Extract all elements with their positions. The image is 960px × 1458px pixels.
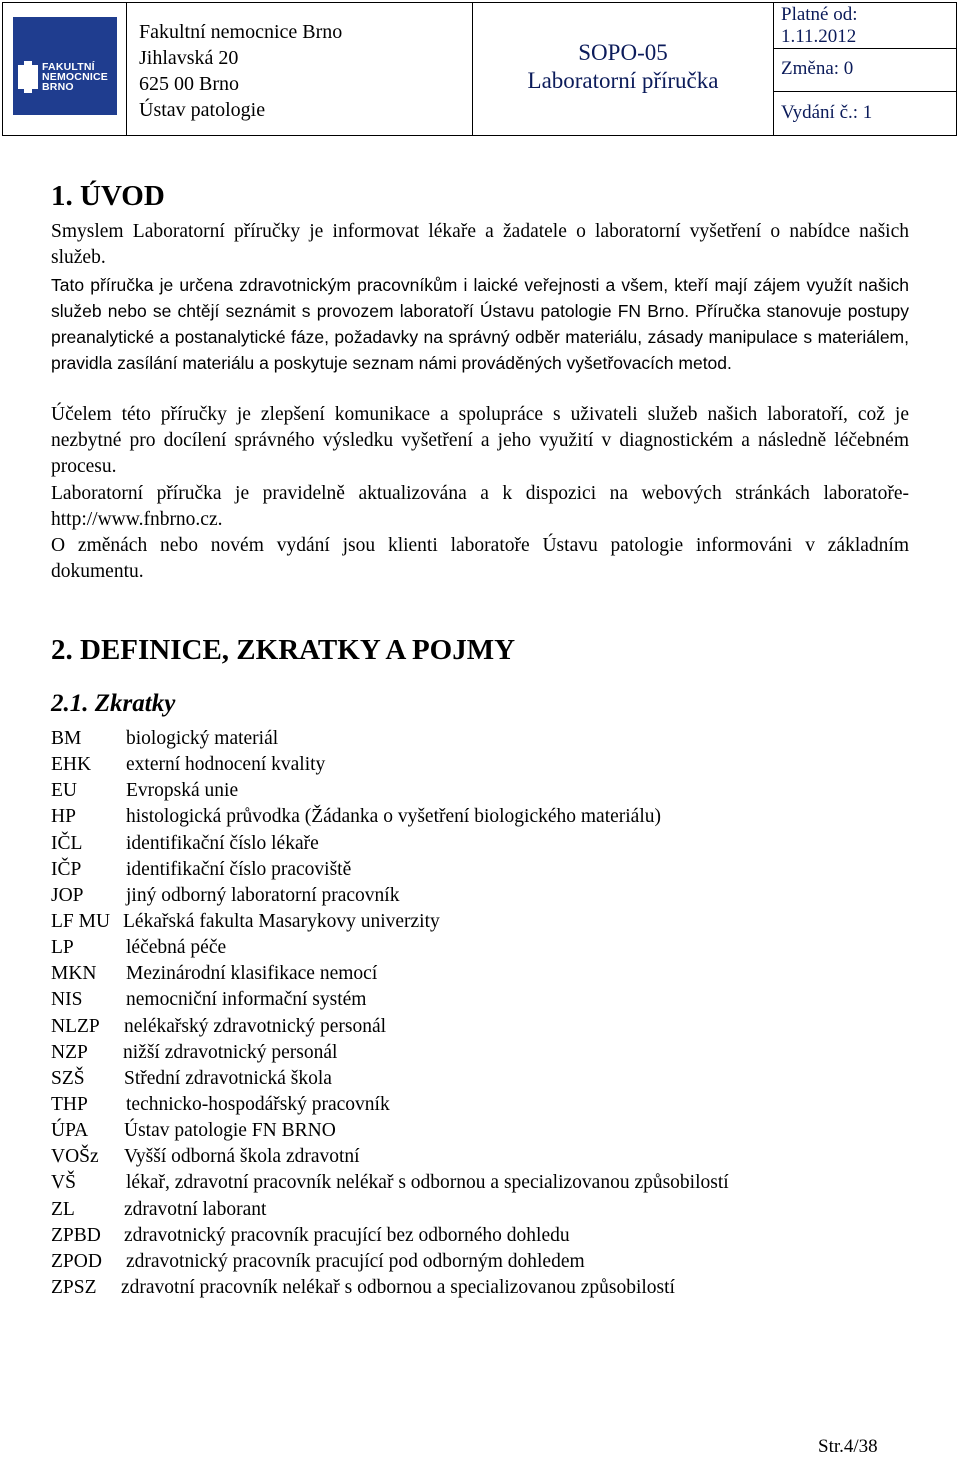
abbreviation-definition: léčebná péče xyxy=(126,937,227,959)
abbreviation-term: NLZP xyxy=(51,1015,100,1037)
abbreviation-row xyxy=(51,935,227,961)
document-code: SOPO-05 xyxy=(578,40,668,65)
abbreviation-term: ÚPA xyxy=(51,1120,89,1142)
abbreviation-row xyxy=(51,726,279,752)
valid-from-label: Platné od: xyxy=(781,4,858,25)
abbreviation-definition: nelékařský zdravotnický personál xyxy=(124,1015,387,1037)
abbreviation-term: NZP xyxy=(51,1041,88,1063)
section-heading-definitions: 2. DEFINICE, ZKRATKY A POJMY xyxy=(51,634,516,666)
change-number: Změna: 0 xyxy=(774,49,956,92)
intro-paragraph: O změnách nebo novém vydání jsou klienti laboratoře Ústavu patologie informováni v základním dokumentu. xyxy=(51,535,909,582)
abbreviation-term: MKN xyxy=(51,963,97,985)
address-cell xyxy=(127,3,473,136)
abbreviation-definition: histologická průvodka (Žádanka o vyšetření biologického materiálu) xyxy=(126,806,662,828)
institution-address xyxy=(127,3,472,123)
abbreviation-term: HP xyxy=(51,806,76,828)
edition-number: Vydání č.: 1 xyxy=(781,102,873,123)
abbreviation-definition: externí hodnocení kvality xyxy=(126,754,326,776)
logo-cell xyxy=(3,3,127,136)
abbreviation-term: BM xyxy=(51,728,82,749)
abbreviation-definition: biologický materiál xyxy=(126,728,279,749)
abbreviation-term: ZL xyxy=(51,1198,75,1220)
document-title: Laboratorní příručka xyxy=(527,68,719,93)
page-number: Str.4/38 xyxy=(818,1436,878,1457)
section-heading-introduction: 1. ÚVOD xyxy=(51,180,165,212)
abbreviation-definition: identifikační číslo pracoviště xyxy=(126,858,352,880)
abbreviation-row xyxy=(51,1197,267,1223)
abbreviation-term: ZPOD xyxy=(51,1250,102,1272)
intro-paragraph: Tato příručka je určena zdravotnickým pracovníkům i laické veřejnosti a všem, kteří mají zájem využít našich služeb nebo se chtějí seznámit s provozem laboratoří Ústavu patologie FN Brno. Příručka stanovuje postupy preanalytické a postanalytické fáze, požadavky na správný odběr materiálu, zásady manipulace s materiálem, pravidla zasílání materiálu a poskytuje seznam námi prováděných vyšetřovacích metod. xyxy=(51,275,909,373)
abbreviation-definition: nižší zdravotnický personál xyxy=(123,1041,338,1063)
abbreviation-row xyxy=(51,909,440,935)
abbreviation-row xyxy=(51,804,662,830)
address-line: Ústav patologie xyxy=(139,99,266,121)
abbreviation-term: LF MU xyxy=(51,910,111,932)
address-line: Jihlavská 20 xyxy=(139,47,239,69)
abbreviation-term: JOP xyxy=(51,884,84,906)
abbreviation-row xyxy=(51,1040,338,1066)
abbreviation-definition: identifikační číslo lékaře xyxy=(126,832,319,854)
abbreviation-row xyxy=(51,1144,360,1170)
abbreviation-term: SZŠ xyxy=(51,1067,85,1089)
document-header xyxy=(2,2,957,136)
valid-from xyxy=(774,3,956,49)
intro-paragraph: Smyslem Laboratorní příručky je informovat lékaře a žadatele o laboratorní vyšetření o nabídce našich služeb. xyxy=(51,221,909,268)
logo-line: FAKULTNÍ xyxy=(42,61,95,73)
intro-paragraph: Laboratorní příručka je pravidelně aktualizována a k dispozici na webových stránkách laboratoře- http://www.fnbrno.cz. xyxy=(51,483,909,530)
abbreviation-definition: jiný odborný laboratorní pracovník xyxy=(126,884,400,906)
abbreviation-term: IČP xyxy=(51,858,82,880)
abbreviation-row xyxy=(51,961,378,987)
abbreviation-definition: Vyšší odborná škola zdravotní xyxy=(124,1146,360,1168)
abbreviation-term: VŠ xyxy=(51,1172,76,1194)
abbreviation-row xyxy=(51,1249,585,1275)
abbreviation-row xyxy=(51,1223,570,1249)
abbreviation-row xyxy=(51,778,239,804)
address-line: Fakultní nemocnice Brno xyxy=(139,21,343,43)
abbreviation-definition: zdravotnický pracovník pracující bez odborného dohledu xyxy=(124,1224,570,1246)
abbreviation-term: ZPBD xyxy=(51,1224,101,1246)
abbreviation-term: THP xyxy=(51,1093,88,1115)
abbreviation-definition: lékař, zdravotní pracovník nelékař s odbornou a specializovanou způsobilostí xyxy=(126,1172,729,1194)
abbreviation-row xyxy=(51,1275,675,1301)
logo-line: BRNO xyxy=(42,81,74,93)
abbreviation-row xyxy=(51,752,326,778)
abbreviation-term: NIS xyxy=(51,989,83,1011)
address-line: 625 00 Brno xyxy=(139,73,239,95)
abbreviation-term: VOŠz xyxy=(51,1146,99,1168)
abbreviation-term: LP xyxy=(51,937,74,959)
abbreviation-row xyxy=(51,1092,390,1118)
abbreviation-definition: Střední zdravotnická škola xyxy=(124,1067,332,1089)
abbreviation-definition: Evropská unie xyxy=(126,780,239,802)
abbreviation-row xyxy=(51,883,400,909)
valid-from-date: 1.11.2012 xyxy=(781,26,857,47)
abbreviation-row xyxy=(51,1066,332,1092)
abbreviation-term: IČL xyxy=(51,832,83,854)
abbreviation-definition: Mezinárodní klasifikace nemocí xyxy=(126,963,378,985)
logo-cross-icon xyxy=(18,65,38,89)
hospital-logo xyxy=(13,17,117,115)
abbreviation-definition: zdravotní laborant xyxy=(124,1198,267,1220)
meta-cell xyxy=(774,3,957,136)
intro-paragraph: Účelem této příručky je zlepšení komunikace a spolupráce s uživateli služeb našich laboratoří, což je nezbytné pro docílení správného výsledku vyšetření a jeho využití v diagnostickém a následně léčebném procesu. xyxy=(51,404,909,477)
abbreviation-row xyxy=(51,1118,336,1144)
abbreviation-term: EU xyxy=(51,780,77,802)
abbreviation-row xyxy=(51,1014,387,1040)
abbreviation-term: ZPSZ xyxy=(51,1276,97,1298)
abbreviation-row xyxy=(51,857,352,883)
abbreviation-definition: Lékařská fakulta Masarykovy univerzity xyxy=(123,910,440,932)
abbreviation-list xyxy=(51,726,729,1301)
abbreviation-term: EHK xyxy=(51,754,92,776)
abbreviation-definition: zdravotní pracovník nelékař s odbornou a specializovanou způsobilostí xyxy=(121,1276,675,1298)
subsection-heading-abbreviations: 2.1. Zkratky xyxy=(51,690,176,717)
abbreviation-definition: nemocniční informační systém xyxy=(126,989,367,1011)
abbreviation-definition: technicko-hospodářský pracovník xyxy=(126,1093,390,1115)
title-cell xyxy=(473,3,774,136)
abbreviation-row xyxy=(51,1170,729,1196)
abbreviation-definition: Ústav patologie FN BRNO xyxy=(124,1120,336,1142)
abbreviation-row xyxy=(51,987,367,1013)
logo-line: NEMOCNICE xyxy=(42,71,108,83)
abbreviation-definition: zdravotnický pracovník pracující pod odborným dohledem xyxy=(126,1250,585,1272)
abbreviation-row xyxy=(51,831,319,857)
